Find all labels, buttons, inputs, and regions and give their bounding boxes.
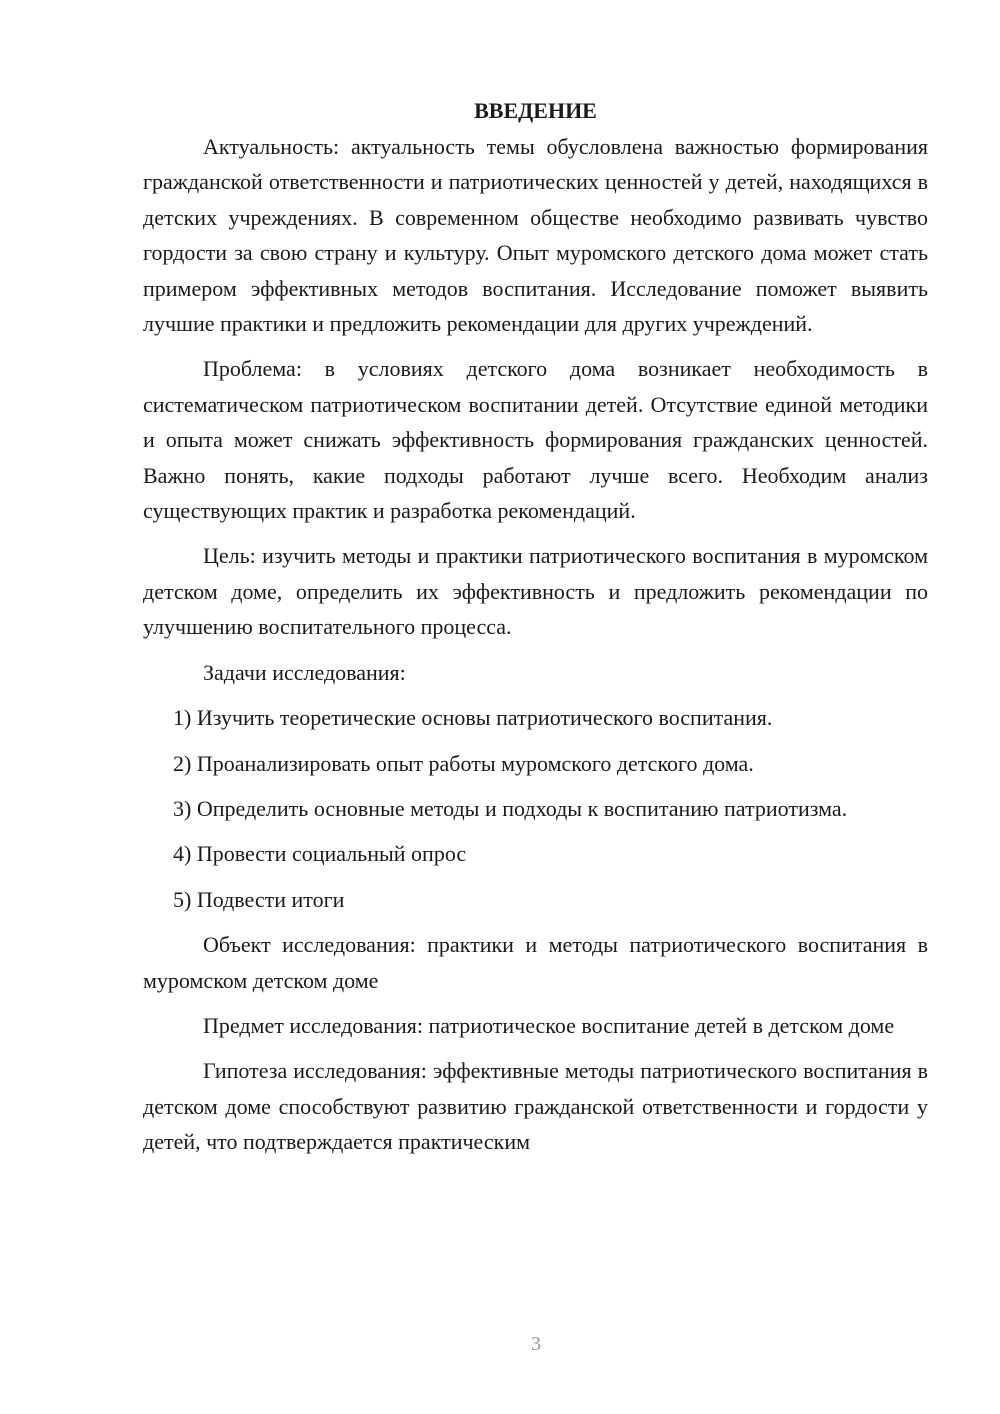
- task-item-3: 3) Определить основные методы и подходы к воспитанию патриотизма.: [173, 795, 848, 821]
- task-item-4: 4) Провести социальный опрос: [173, 841, 467, 867]
- task-item-2: 2) Проанализировать опыт работы муромского детского дома.: [173, 750, 754, 776]
- paragraph-hypothesis: Гипотеза исследования: эффективные методы патриотического воспитания в детском доме способствуют развитию гражданской ответственности и гордости у детей, что подтверждается практическим: [143, 1058, 928, 1155]
- page-number: 3: [531, 1333, 541, 1355]
- task-item-1: 1) Изучить теоретические основы патриотического воспитания.: [173, 705, 773, 731]
- paragraph-goal: Цель: изучить методы и практики патриотического воспитания в муромском детском доме, определить их эффективность и предложить рекомендации по улучшению воспитательного процесса.: [143, 543, 928, 640]
- paragraph-object: Объект исследования: практики и методы патриотического воспитания в муромском детском доме: [143, 932, 928, 993]
- section-heading: ВВЕДЕНИЕ: [474, 98, 597, 123]
- paragraph-problem: Проблема: в условиях детского дома возникает необходимость в систематическом патриотическом воспитании детей. Отсутствие единой методики и опыта может снижать эффективность формирования гражданских ценностей. Важно понять, какие подходы работают лучше всего. Необходим анализ существующих практик и разработка рекомендаций.: [143, 356, 928, 524]
- paragraph-subject: Предмет исследования: патриотическое воспитание детей в детском доме: [203, 1012, 895, 1038]
- paragraph-relevance: Актуальность: актуальность темы обусловлена важностью формирования гражданской ответственности и патриотических ценностей у детей, находящихся в детских учреждениях. В современном обществе необходимо развивать чувство гордости за свою страну и культуру. Опыт муромского детского дома может стать примером эффективных методов воспитания. Исследование поможет выявить лучшие практики и предложить рекомендации для других учреждений.: [143, 134, 928, 337]
- tasks-title: Задачи исследования:: [203, 659, 406, 685]
- task-item-5: 5) Подвести итоги: [173, 886, 345, 912]
- page-content: [143, 95, 928, 1170]
